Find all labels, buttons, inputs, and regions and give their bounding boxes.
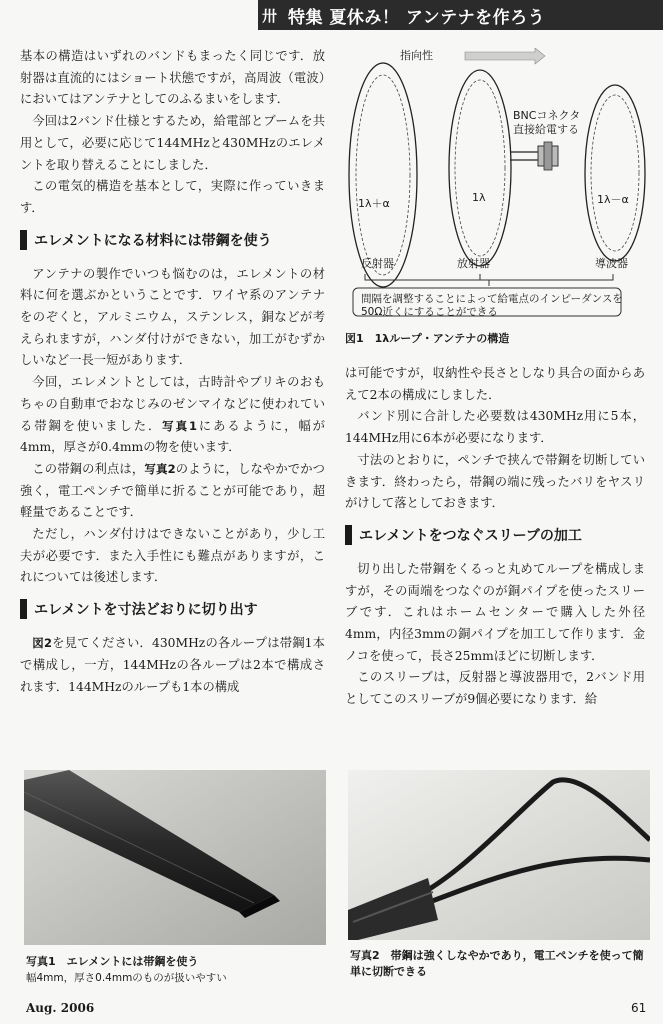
- paragraph: この電気的構造を基本として，実際に作っていきます．: [20, 179, 325, 215]
- heading-bar: [20, 230, 27, 250]
- paragraph: [20, 633, 325, 698]
- paragraph: 基本の構造はいずれのバンドもまったく同じです．放射器は直流的にはショート状態ですが，高周波（電波）においてはアンテナとしてのふるまいをします．: [20, 49, 325, 107]
- photo-ref: 写真2: [144, 461, 176, 476]
- caption-title: 写真1 エレメントには帯鋼を使う: [26, 955, 199, 968]
- reflector-loop: [349, 63, 417, 287]
- text: 今回，エレメントとしては，古時計やブリキのおもちゃの自動車でおなじみのゼンマイなどに使われている帯鋼を使いました．: [20, 375, 325, 433]
- spacing-bracket: [365, 274, 613, 280]
- heading-bar: [345, 525, 352, 545]
- bent-band-photo: [348, 770, 650, 940]
- section-heading: [345, 525, 645, 545]
- directivity-arrow-icon: [465, 48, 545, 64]
- text: を見てください．430MHzの各ループは帯鋼1本で構成し，一方，144MHzの各ループは2本で構成されます．144MHzのループも1本の構成: [20, 636, 325, 694]
- heading-bar: [20, 599, 27, 619]
- issue-date: Aug. 2006: [26, 1001, 95, 1015]
- heading-text: エレメントをつなぐスリーブの加工: [359, 527, 582, 544]
- paragraph: ただし，ハンダ付けはできないことがあり，少し工夫が必要です．また入手性にも難点がありますが，これについては後述します．: [20, 527, 325, 585]
- note-text: 間隔を調整することによって給電点のインピーダンスを: [361, 293, 623, 305]
- photo-1: [24, 770, 326, 945]
- bnc-label: BNCコネクタ: [513, 109, 581, 122]
- heading-text: エレメントになる材料には帯鋼を使う: [34, 232, 272, 249]
- heading-text: エレメントを寸法どおりに切り出す: [34, 602, 258, 619]
- director-loop-inner: [591, 95, 639, 251]
- caption-title: 写真2 帯鋼は強くしなやかであり，電工ペンチを使って簡単に切断できる: [350, 949, 644, 978]
- element-label: 反射器: [361, 257, 394, 270]
- text: にあるように，幅が4mm，厚さが0.4mmの物を使います．: [20, 418, 325, 455]
- radiator-loop-inner: [455, 80, 505, 256]
- page-number: 61: [631, 1001, 647, 1015]
- feature-title: 特集 夏休み！ アンテナを作ろう: [288, 8, 546, 28]
- photo-2-caption: [350, 948, 650, 980]
- text: のように，しなやかでかつ強く，電工ペンチで簡単に折ることが可能であり，超軽量であることです．: [20, 461, 325, 520]
- magazine-logo-icon: 卅: [262, 7, 278, 25]
- left-column: [20, 46, 325, 698]
- caption-sub: 幅4mm，厚さ0.4mmのものが扱いやすい: [26, 972, 227, 984]
- figure-1: [345, 48, 650, 328]
- loop-length-label: 1λ－α: [597, 193, 629, 206]
- loop-antenna-diagram: [345, 48, 650, 328]
- paragraph: 寸法のとおりに，ペンチで挟んで帯鋼を切断していきます．終わったら，帯鋼の端に残ったバリをヤスリがけして落としておきます．: [345, 452, 645, 511]
- paragraph: [20, 459, 325, 524]
- director-loop: [585, 85, 645, 261]
- steel-band-photo: [24, 770, 326, 945]
- loop-length-label: 1λ＋α: [358, 197, 390, 210]
- section-heading: [20, 230, 325, 250]
- loop-length-label: 1λ: [472, 191, 486, 204]
- directivity-label: 指向性: [400, 49, 433, 62]
- paragraph: は可能ですが，収納性や長さとしなり具合の面からあえて2本の構成にしました．: [345, 366, 645, 402]
- element-label: 放射器: [457, 257, 490, 270]
- paragraph: [20, 372, 325, 459]
- paragraph: このスリーブは，反射器と導波器用で，2バンド用としてこのスリーブが9個必要になります．給: [345, 670, 645, 707]
- photo-2: [348, 770, 650, 940]
- figure-1-caption: 図1 1λループ・アンテナの構造: [345, 332, 510, 345]
- right-column: [345, 363, 645, 711]
- paragraph: アンテナの製作でいつも悩むのは，エレメントの材料に何を選ぶかということです．ワイヤ系のアンテナをのぞくと，アルミニウム，ステンレス，銅などが考えられますが，ハンダ付けができない，加工がむずかしいなど一長一短があります．: [20, 266, 325, 368]
- text: この帯鋼の利点は，: [32, 461, 145, 476]
- paragraph: 切り出した帯鋼をくるっと丸めてループを構成しますが，その両端をつなぐのが銅パイプを使ったスリーブです．これはホームセンターで購入した外径4mm，内径3mmの銅パイプを加工して作ります．金ノコを使って，長さ25mmほどに切断します．: [345, 561, 645, 663]
- bnc-label: 直接給電する: [513, 123, 579, 136]
- figure-ref: 図2: [32, 636, 52, 651]
- element-label: 導波器: [595, 257, 628, 270]
- photo-ref: 写真1: [162, 418, 198, 433]
- paragraph: バンド別に合計した必要数は430MHz用に5本，144MHz用に6本が必要になります．: [345, 409, 645, 446]
- paragraph: 今回は2バンド仕様とするため，給電部とブームを共用として，必要に応じて144MHzと430MHzのエレメントを取り替えることにしました．: [20, 114, 325, 172]
- section-heading: [20, 599, 325, 619]
- note-text: 50Ω近くにすることができる: [361, 306, 498, 318]
- reflector-loop-inner: [356, 75, 410, 275]
- radiator-loop: [449, 70, 511, 266]
- photo-1-caption: [26, 954, 326, 986]
